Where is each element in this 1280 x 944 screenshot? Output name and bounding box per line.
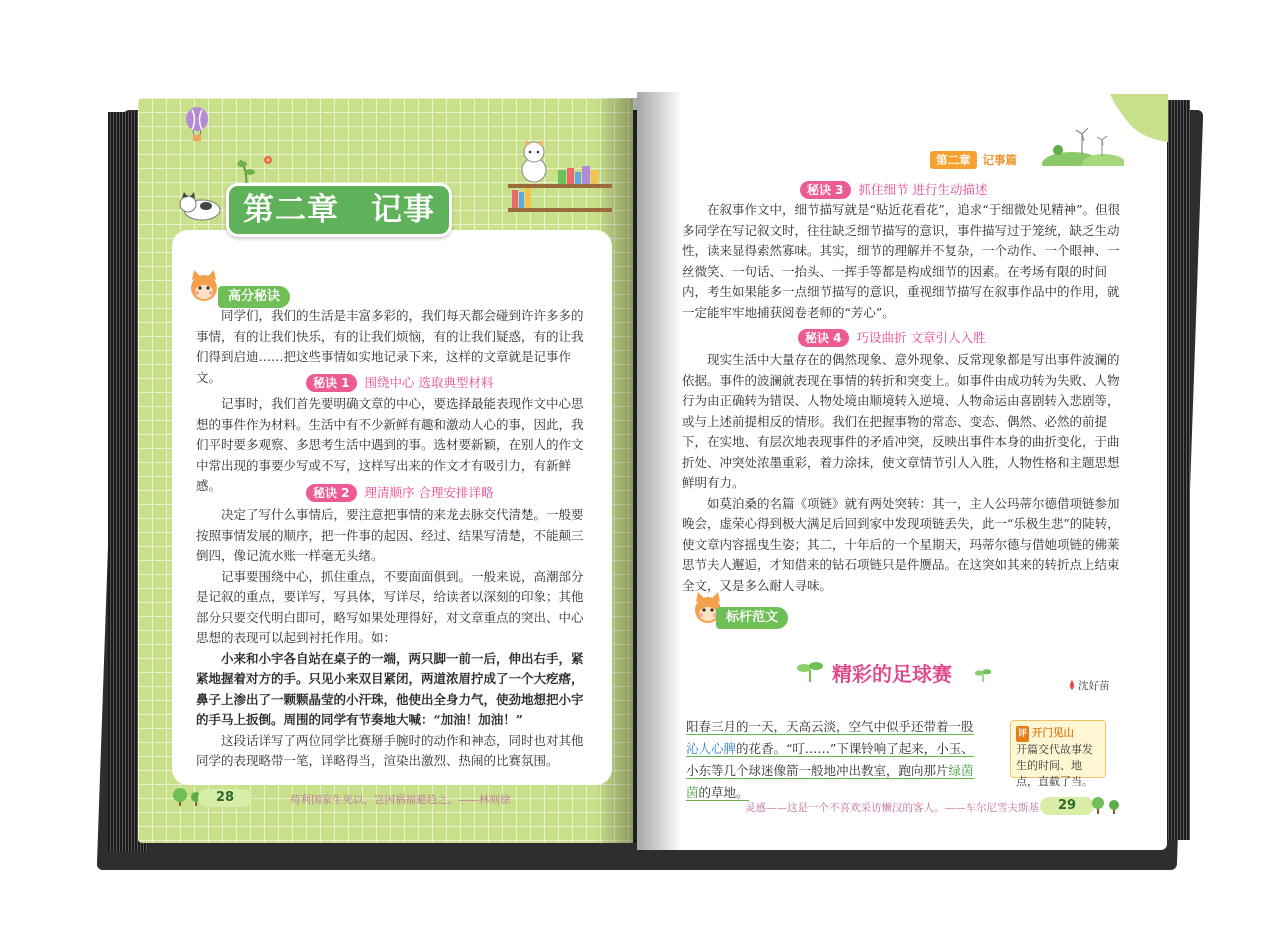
- drop-icon: [1068, 680, 1076, 690]
- bookshelf-cat-icon: [498, 140, 616, 212]
- margin-note-label-text: 开门见山: [1032, 727, 1075, 739]
- tip-4-text-2: 如莫泊桑的名篇《项链》就有两处突转：其一，主人公玛蒂尔德借项链参加晚会，虚荣心得到极大满足后回到家中发现项链丢失，此一“乐极生悲”的陡转，使文章内容摇曳生姿；其二，十年后的一个星期天，玛蒂尔德与借她项链的佛莱思节夫人邂逅，才知借来的钻石项链只是件赝品。在这突如其来的转折点上结束全文，又是多么耐人寻味。: [682, 495, 1120, 593]
- essay-highlight-1: 沁人心脾: [686, 741, 737, 756]
- tip-2-body: [196, 505, 594, 772]
- footer-quote-right: 灵感——这是一个不喜欢采访懒汉的客人。——车尔尼雪夫斯基: [745, 802, 1039, 814]
- sleeping-cat-icon: [178, 190, 224, 222]
- page-number-left: 28: [198, 789, 252, 807]
- essay-author: 沈好苗: [1078, 680, 1110, 692]
- chapter-title: 第二章 记事篇: [226, 183, 452, 237]
- example-passage: 小来和小宇各自站在桌子的一端，两只脚一前一后，伸出右手，紧紧地握着对方的手。只见小来双目紧闭，两道浓眉拧成了一个大疙瘩，鼻子上渗出了一颗颗晶莹的小汗珠，他使出全身力气，使劲地想把小宇的手马上扳倒。周围的同学有节奏地大喊：“加油！加油！”: [196, 650, 584, 727]
- tip-1-title: 围绕中心 选取典型材料: [364, 375, 494, 390]
- margin-note: [1010, 720, 1106, 788]
- tip-2-text-1: 决定了写什么事情后，要注意把事情的来龙去脉交代清楚。一般要按照事情发展的顺序，把一件事的起因、经过、结果写清楚，不能颠三倒四，像记流水账一样毫无头绪。: [196, 507, 584, 563]
- margin-note-text: 开篇交代故事发生的时间、地点，直截了当。: [1016, 743, 1093, 788]
- tip-3-heading: [800, 180, 988, 199]
- sprout-icon: [796, 660, 824, 682]
- spine-shadow-right: [637, 92, 682, 850]
- tip-1-body: [196, 394, 594, 497]
- tip-3-body: [682, 200, 1122, 323]
- intro-text: 同学们，我们的生活是丰富多彩的，我们每天都会碰到许许多多的事情，有的让我们快乐，有的让我们烦恼，有的让我们疑惑，有的让我们得到启迪……把这些事情如实地记录下来，这样的文章就是记事作文。: [196, 308, 584, 385]
- tip-2-heading: [306, 483, 494, 502]
- section-label-model-essay: 标杆范文: [716, 607, 788, 629]
- tip-2-text-2: 记事要围绕中心，抓住重点，不要面面俱到。一般来说，高潮部分是记叙的重点，要详写，写具体，写详尽，给读者以深刻的印象；其他部分只要交代明白即可，略写如果处理得好，对文章重点的突出、中心思想的表现可以起到衬托作用。如：: [196, 568, 584, 645]
- tip-4-title: 巧设曲折 文章引人入胜: [856, 330, 986, 345]
- tip-4-body: [682, 350, 1122, 596]
- trees-icon: [1088, 792, 1138, 816]
- hills-windmill-icon: [1042, 126, 1124, 166]
- tip-4-heading: [798, 328, 986, 347]
- tip-2-number: 秘诀 2: [306, 484, 357, 502]
- essay-title: 精彩的足球赛: [832, 662, 952, 686]
- tip-2-title: 理清顺序 合理安排详略: [364, 485, 494, 500]
- essay-text-3: 的草地。: [698, 785, 749, 800]
- hot-air-balloon-icon: [184, 106, 210, 142]
- header-chapter-name: 记事篇: [982, 153, 1017, 167]
- page-number-right: 29: [1040, 797, 1094, 815]
- tip-3-number: 秘诀 3: [800, 181, 851, 199]
- tip-1-number: 秘诀 1: [306, 374, 357, 392]
- margin-note-label: 评 开门见山: [1016, 725, 1100, 742]
- tip-1-text: 记事时，我们首先要明确文章的中心，要选择最能表现作文中心思想的事件作为材料。生活中有不少新鲜有趣和激动人心的事，因此，我们平时要多观察、多思考生活中遇到的事。选材要新颖，在别人的作文中常出现的事要少写或不写，这样写出来的作文才有吸引力，有新鲜感。: [196, 396, 584, 493]
- running-header: [930, 152, 1017, 168]
- tip-1-heading: [306, 373, 494, 392]
- essay-text-1: 阳春三月的一天，天高云淡，空气中似乎还带着一股: [686, 719, 974, 734]
- tip-4-text-1: 现实生活中大量存在的偶然现象、意外现象、反常现象都是写出事件波澜的依据。事件的波澜就表现在事情的转折和突变上。如事件由成功转为失败、人物行为由正确转为错误、人物处境由顺境转入逆境、人物命运由喜剧转入悲剧等，或与上述前提相反的情形。我们在把握事物的常态、变态、偶然、必然的前提下，在实地、有层次地表现事件的矛盾冲突，反映出事件本身的曲折变化，于曲折处、冲突处浓墨重彩，着力涂抹，使文章情节引人入胜，人物性格和主题思想鲜明有力。: [682, 352, 1120, 490]
- tip-4-number: 秘诀 4: [798, 329, 849, 347]
- fox-mascot-icon: [186, 268, 222, 304]
- essay-text-2: 的花香。“叮……”下课铃响了起来，小玉、小东等几个球迷像箭一般地冲出教室，跑向那片: [686, 741, 974, 778]
- header-chapter-tag: 第二章: [930, 151, 977, 169]
- essay-highlight-2: 绿茵茵: [686, 763, 974, 800]
- sprout-icon: [974, 668, 992, 682]
- tip-3-title: 抓住细节 进行生动描述: [858, 182, 988, 197]
- essay-body: [686, 716, 986, 804]
- section-label-secrets: 高分秘诀: [218, 286, 290, 308]
- footer-quote-left: 苟利国家生死以，岂因祸福避趋之。——林则徐: [290, 794, 511, 806]
- tip-2-text-3: 这段话详写了两位同学比赛掰手腕时的动作和神态，同时也对其他同学的表现略带一笔，详略得当，渲染出激烈、热闹的比赛氛围。: [196, 732, 584, 768]
- tip-3-text: 在叙事作文中，细节描写就是“贴近花看花”，追求“于细微处见精神”。但很多同学在写记叙文时，往往缺乏细节描写的意识，事件描写过于笼统，缺乏生动性，读来显得索然寡味。其实，细节的理解并不复杂，一个动作、一个眼神、一丝微笑、一句话、一抬头、一挥手等都是构成细节的因素。在考场有限的时间内，考生如果能多一点细节描写的意识，重视细节描写在叙事作品中的作用，就一定能牢牢地捕获阅卷老师的“芳心”。: [682, 202, 1121, 320]
